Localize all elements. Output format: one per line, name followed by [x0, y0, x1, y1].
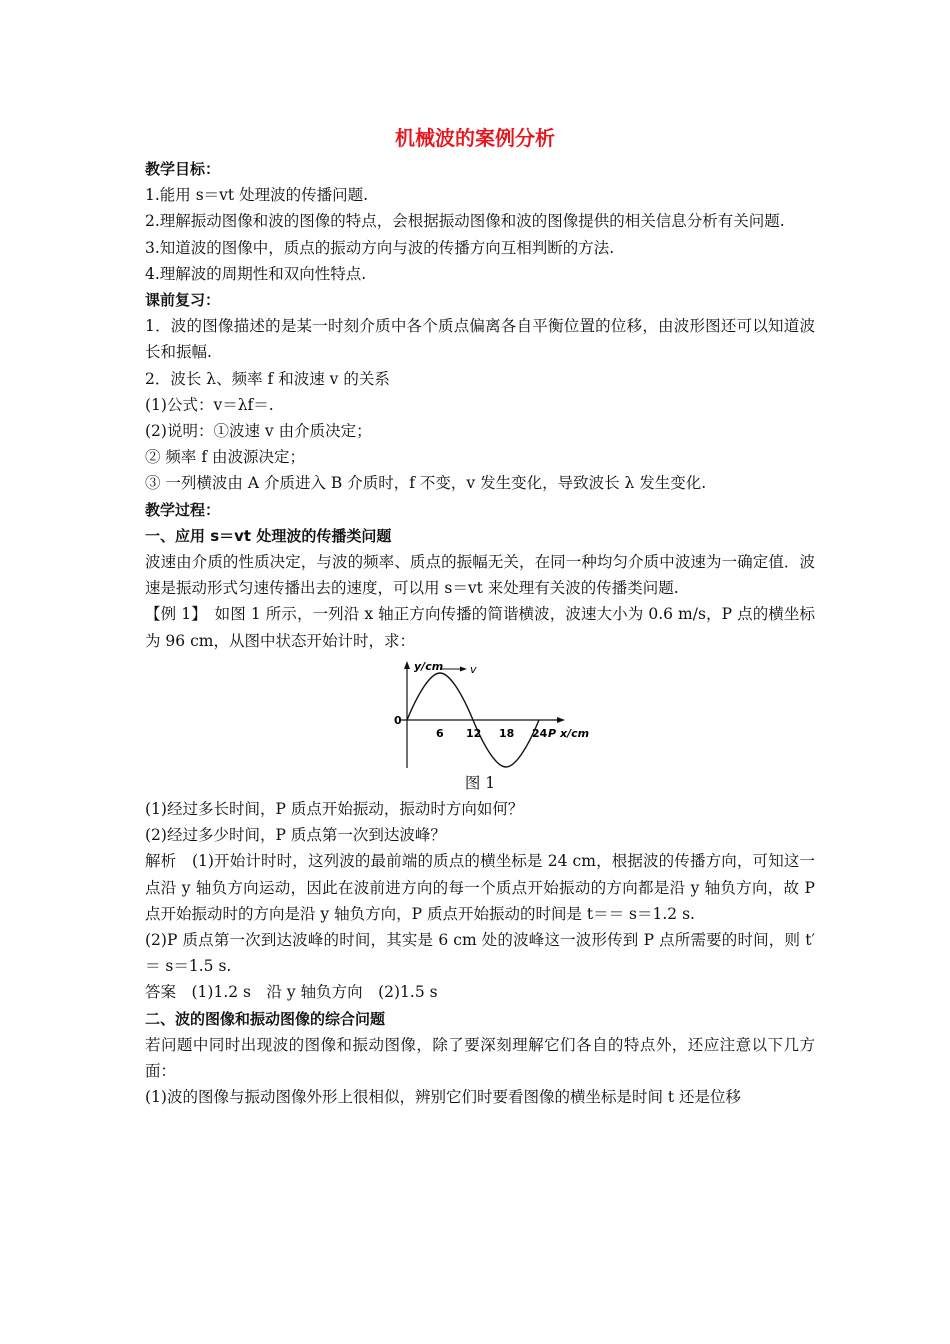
- section2-heading: 二、波的图像和振动图像的综合问题: [145, 1009, 386, 1028]
- solution-paragraph: (2)P 质点第一次到达波峰的时间，其实是 6 cm 处的波峰这一波形传到 P 点所需要的时间，则 t′ ＝ s＝1.5 s.: [145, 931, 815, 976]
- page-title: 机械波的案例分析: [395, 126, 555, 150]
- example1-text: 【例 1】 如图 1 所示，一列沿 x 轴正方向传播的简谐横波，波速大小为 0.6 m/s，P 点的横坐标为 96 cm，从图中状态开始计时，求：: [145, 605, 815, 650]
- goal-item: 2.理解振动图像和波的图像的特点，会根据振动图像和波的图像提供的相关信息分析有关问题.: [145, 212, 785, 231]
- goal-item: 3.知道波的图像中，质点的振动方向与波的传播方向互相判断的方法.: [145, 238, 615, 257]
- wave-figure: [145, 658, 815, 770]
- figure-caption: 图 1: [464, 773, 496, 792]
- x-tick-label: 24: [532, 726, 548, 740]
- section1-text: 波速由介质的性质决定，与波的频率、质点的振幅无关，在同一种均匀介质中波速为一确定值．波速是振动形式匀速传播出去的速度，可以用 s＝vt 来处理有关波的传播类问题.: [145, 553, 815, 598]
- goals-heading: 教学目标：: [145, 160, 221, 178]
- x-tick-label: 18: [499, 726, 515, 740]
- process-heading: 教学过程：: [145, 500, 221, 519]
- question-item: (1)经过多长时间，P 质点开始振动，振动时方向如何？: [145, 800, 524, 819]
- wave-graph: [370, 658, 590, 770]
- review-item: 2．波长 λ、频率 f 和波速 v 的关系: [145, 369, 390, 388]
- review-heading: 课前复习：: [145, 291, 221, 310]
- review-item: 1．波的图像描述的是某一时刻介质中各个质点偏离各自平衡位置的位移，由波形图还可以知道波长和振幅.: [145, 317, 815, 362]
- goal-item: 1.能用 s＝vt 处理波的传播问题.: [145, 186, 369, 205]
- point-p-label: P: [548, 726, 557, 740]
- x-tick-label: 12: [466, 726, 482, 740]
- velocity-label: v: [470, 662, 477, 676]
- goal-item: 4.理解波的周期性和双向性特点.: [145, 264, 367, 283]
- document-body: [145, 156, 815, 1111]
- answer-line: 答案 (1)1.2 s 沿 y 轴负方向 (2)1.5 s: [145, 983, 438, 1002]
- section2-text: (1)波的图像与振动图像外形上很相似，辨别它们时要看图像的横坐标是时间 t 还是位移: [145, 1088, 742, 1107]
- review-item: ③ 一列横波由 A 介质进入 B 介质时，f 不变，v 发生变化，导致波长 λ 发生变化.: [145, 474, 707, 493]
- review-item: (2)说明：①波速 v 由介质决定；: [145, 422, 372, 441]
- review-item: ② 频率 f 由波源决定；: [145, 448, 306, 467]
- x-axis-label: x/cm: [560, 726, 590, 740]
- x-tick-label: 6: [436, 726, 444, 740]
- solution-paragraph: 解析 (1)开始计时时，这列波的最前端的质点的横坐标是 24 cm，根据波的传播方向，可知这一点沿 y 轴负方向运动，因此在波前进方向的每一个质点开始振动的方向都是沿 y 轴负方向，故 P 点开始振动时的方向是沿 y 轴负方向，P 质点开始振动的时间是 t＝＝ s＝1.2 s.: [145, 852, 815, 923]
- review-item: (1)公式：v＝λf＝.: [145, 395, 274, 414]
- question-item: (2)经过多少时间，P 质点第一次到达波峰？: [145, 826, 446, 845]
- velocity-arrowhead: [460, 666, 467, 671]
- x-axis-arrow: [557, 717, 565, 723]
- origin-label: 0: [394, 713, 402, 727]
- y-axis-arrow: [404, 661, 410, 669]
- section1-heading: 一、应用 s＝vt 处理波的传播类问题: [145, 526, 392, 545]
- y-axis-label: y/cm: [414, 659, 444, 673]
- section2-text: 若问题中同时出现波的图像和振动图像，除了要深刻理解它们各自的特点外，还应注意以下几方面：: [145, 1035, 815, 1081]
